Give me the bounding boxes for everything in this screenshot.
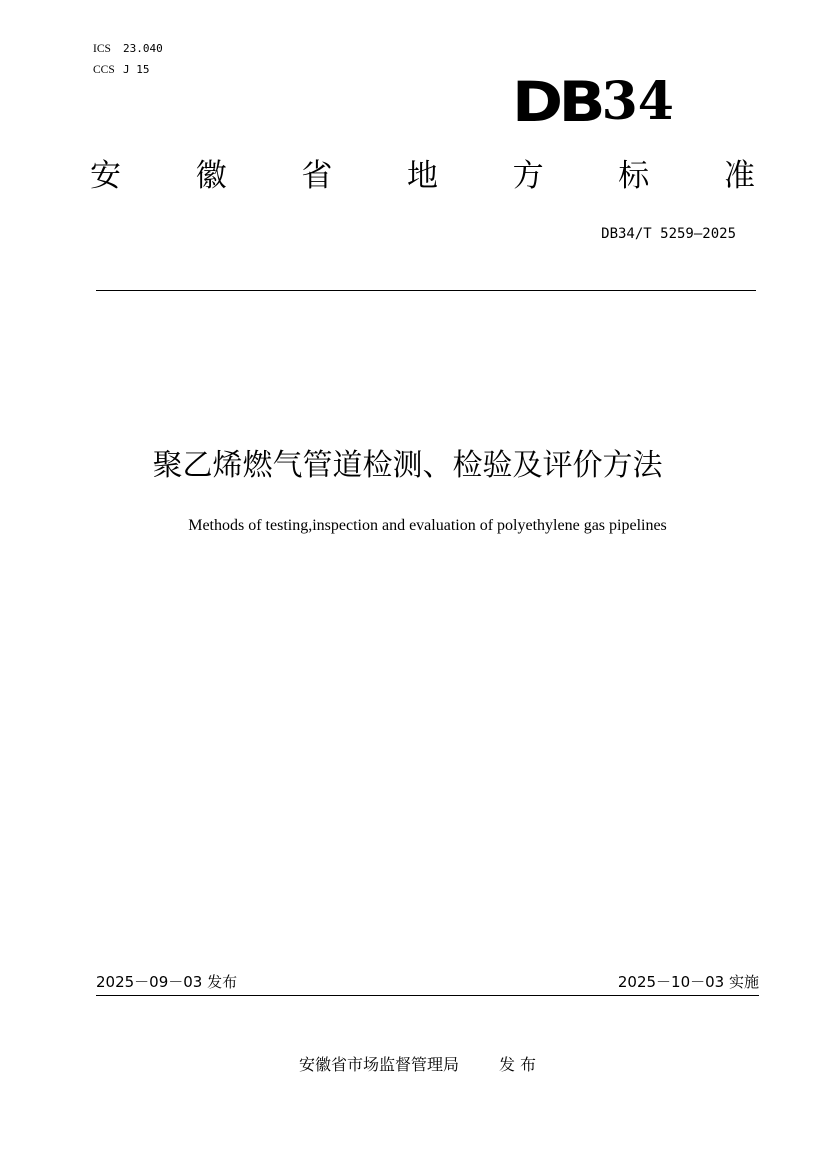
standard-title-char: 标 — [618, 158, 650, 194]
ics-line — [93, 41, 163, 56]
standard-title-char: 省 — [301, 158, 333, 194]
document-subtitle: Methods of testing,inspection and evaluation of polyethylene gas pipelines — [188, 517, 667, 534]
logo-db-text: DB — [512, 70, 602, 134]
publisher-line — [0, 1054, 815, 1076]
release-date: 2025－09－03 发布 — [96, 973, 238, 991]
ccs-code: J 15 — [123, 63, 150, 76]
document-title: 聚乙烯燃气管道检测、检验及评价方法 — [152, 448, 663, 483]
standard-title-char: 准 — [723, 158, 755, 194]
ccs-label: CCS — [93, 64, 115, 76]
ccs-line — [93, 62, 150, 77]
logo-number-text: 34 — [601, 71, 674, 132]
standard-category-title — [90, 156, 755, 196]
implementation-date: 2025－10－03 实施 — [617, 973, 759, 991]
header-divider — [96, 290, 756, 291]
issue-label: 发 布 — [498, 1055, 537, 1074]
issuing-authority: 安徽省市场监督管理局 — [298, 1055, 459, 1074]
standard-title-char: 徽 — [195, 158, 227, 194]
db34-logo — [512, 70, 702, 134]
ics-label: ICS — [93, 43, 111, 55]
standard-title-char: 安 — [90, 158, 121, 194]
standard-number: DB34/T 5259—2025 — [601, 226, 736, 242]
standard-title-char: 方 — [512, 158, 544, 194]
footer-divider — [96, 995, 759, 996]
ics-code: 23.040 — [123, 42, 163, 55]
standard-title-char: 地 — [406, 158, 438, 194]
